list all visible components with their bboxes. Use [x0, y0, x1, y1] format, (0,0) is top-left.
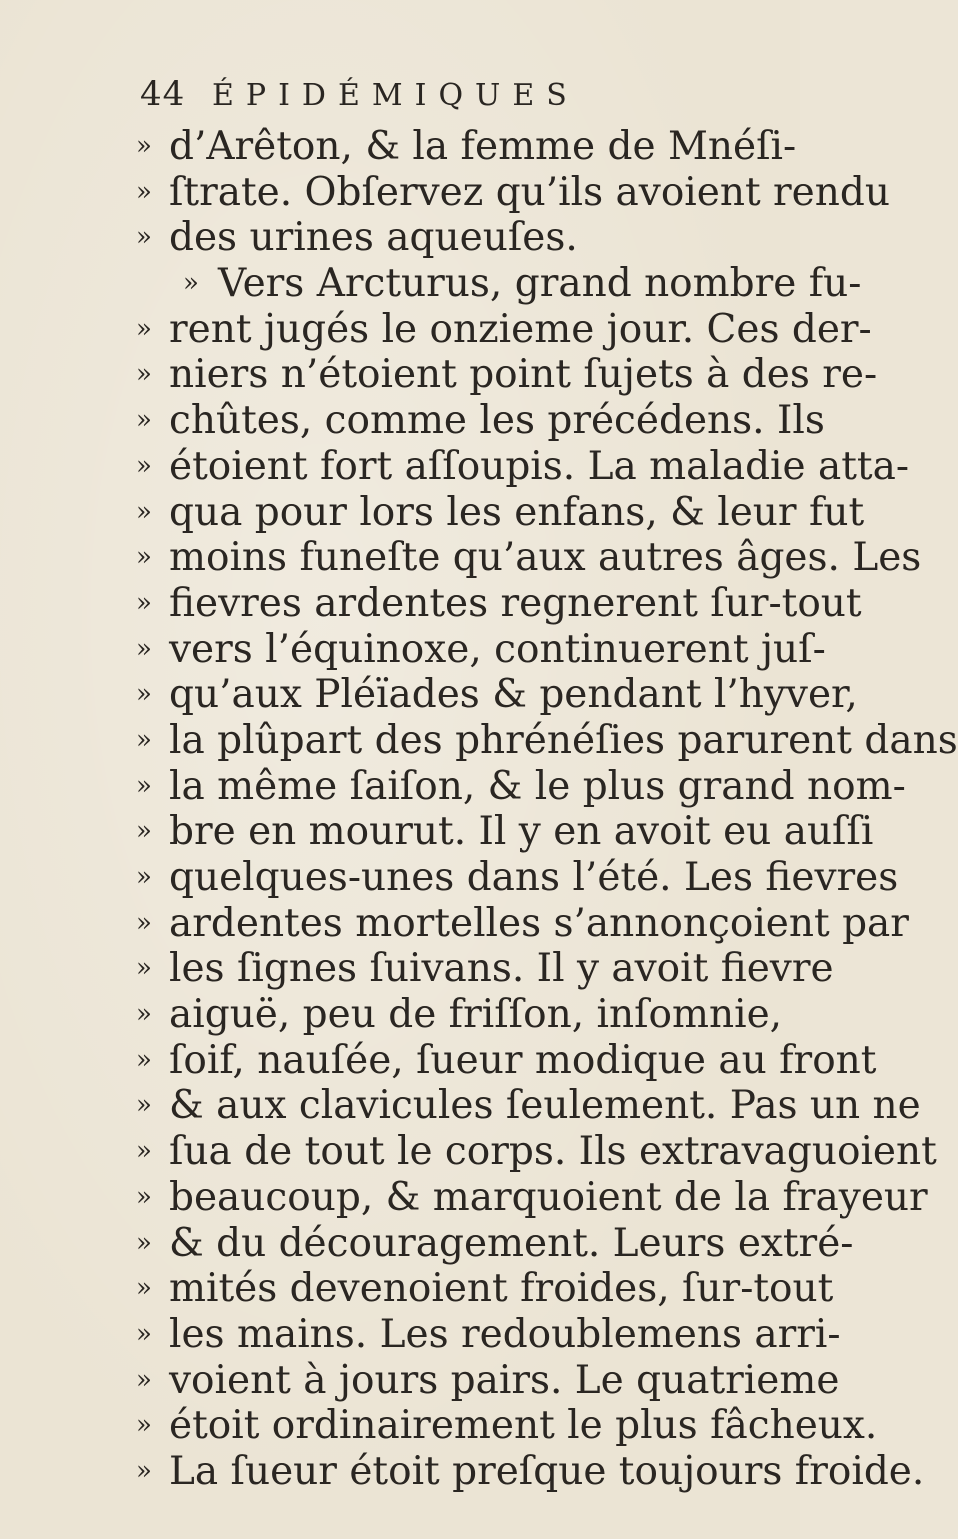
- line-text: aiguë, peu de friſſon, inſomnie,: [169, 992, 783, 1038]
- quote-mark: »: [136, 222, 152, 253]
- quote-mark: »: [136, 1044, 152, 1075]
- line-text: la plûpart des phrénéſies parurent dans: [169, 717, 958, 763]
- text-line: [136, 398, 825, 444]
- text-line: [136, 900, 909, 947]
- line-text: & du découragement. Leurs extré-: [169, 1220, 854, 1266]
- quote-mark: »: [136, 633, 152, 664]
- text-line: [136, 1220, 854, 1267]
- line-text: la même ſaiſon, & le plus grand nom-: [169, 763, 906, 809]
- text-line: [136, 124, 797, 170]
- text-line: [136, 1083, 921, 1129]
- text-line: [136, 535, 922, 581]
- quote-mark: »: [136, 450, 152, 481]
- line-text: vers l’équinoxe, continuerent juſ-: [169, 626, 826, 672]
- text-block: [136, 124, 958, 1495]
- text-line: [136, 1129, 937, 1175]
- line-text: niers n’étoient point ſujets à des re-: [169, 352, 878, 398]
- text-line: [136, 1357, 840, 1404]
- line-text: ſtrate. Obſervez qu’ils avoient rendu: [169, 169, 890, 215]
- line-text: voient à jours pairs. Le quatrieme: [169, 1357, 840, 1403]
- line-text: les ſignes ſuivans. Il y avoit fievre: [169, 946, 834, 992]
- line-text: moins funeſte qu’aux autres âges. Les: [169, 535, 922, 581]
- quote-mark: »: [136, 724, 152, 755]
- line-text: & aux clavicules ſeulement. Pas un ne: [169, 1083, 921, 1129]
- quote-mark: »: [136, 1273, 152, 1304]
- text-line: [136, 489, 865, 536]
- text-line: [136, 580, 862, 627]
- line-text: qua pour lors les enfans, & leur fut: [169, 489, 865, 535]
- quote-mark: »: [136, 1136, 152, 1167]
- line-text: étoient fort aſſoupis. La maladie atta-: [169, 443, 910, 489]
- quote-mark: »: [136, 1227, 152, 1258]
- quote-mark: »: [136, 953, 152, 984]
- text-line: [136, 855, 899, 901]
- page-number: 44: [140, 74, 186, 114]
- line-text: ſua de tout le corps. Ils extravaguoient: [169, 1129, 937, 1175]
- quote-mark: »: [136, 862, 152, 892]
- quote-mark: »: [136, 131, 152, 161]
- text-line: [136, 261, 862, 307]
- line-text: ſoif, nauſée, ſueur modique au front: [169, 1037, 877, 1083]
- quote-mark: »: [136, 1410, 152, 1441]
- quote-mark: »: [136, 816, 152, 847]
- quote-mark: »: [136, 359, 152, 390]
- text-line: [136, 763, 906, 810]
- text-line: [136, 443, 910, 490]
- quote-mark: »: [136, 1318, 152, 1349]
- line-text: ardentes mortelles s’annonçoient par: [169, 900, 909, 946]
- text-line: [136, 946, 834, 992]
- quote-mark: »: [136, 770, 152, 801]
- quote-mark: »: [136, 999, 152, 1030]
- quote-mark: »: [136, 542, 152, 573]
- text-line: [136, 1448, 925, 1495]
- text-line: [136, 215, 776, 261]
- line-text: beaucoup, & marquoient de la frayeur: [169, 1174, 928, 1220]
- text-line: [136, 809, 874, 855]
- text-line: [136, 1174, 928, 1221]
- line-text: d’Arêton, & la femme de Mnéſi-: [169, 124, 797, 169]
- line-text: qu’aux Pléïades & pendant l’hyver,: [169, 672, 858, 718]
- text-line: [136, 1266, 834, 1312]
- quote-mark: »: [136, 1455, 152, 1486]
- quote-mark: »: [136, 176, 152, 207]
- text-line: [136, 672, 858, 718]
- quote-mark: »: [136, 587, 152, 618]
- line-text: mités devenoient froides, ſur-tout: [169, 1266, 834, 1312]
- text-line: [136, 992, 783, 1038]
- quote-mark: »: [136, 679, 152, 710]
- line-text: les mains. Les redoublemens arri-: [169, 1311, 841, 1357]
- line-text: Vers Arcturus, grand nombre fu-: [218, 261, 862, 307]
- text-line: [136, 352, 878, 398]
- quote-mark: »: [136, 1181, 152, 1212]
- text-line: [136, 717, 958, 764]
- line-text: quelques-unes dans l’été. Les fievres: [169, 855, 899, 900]
- text-line: [136, 626, 826, 673]
- line-text: fievres ardentes regnerent ſur-tout: [169, 580, 862, 626]
- line-text: rent jugés le onzieme jour. Ces der-: [169, 306, 872, 352]
- quote-mark: »: [136, 1364, 152, 1395]
- text-line: [136, 1311, 841, 1358]
- quote-mark: »: [136, 1090, 152, 1121]
- text-line: [136, 306, 872, 353]
- quote-mark: »: [136, 496, 152, 527]
- line-text: des urines aqueuſes.: [169, 215, 578, 261]
- line-text: chûtes, comme les précédens. Ils: [169, 398, 825, 444]
- line-text: bre en mourut. Il y en avoit eu auſſi: [169, 809, 874, 855]
- quote-mark: »: [136, 405, 152, 436]
- running-head: ÉPIDÉMIQUES: [212, 78, 579, 113]
- line-text: étoit ordinairement le plus fâcheux.: [169, 1403, 878, 1449]
- line-text: La ſueur étoit preſque toujours froide.: [169, 1448, 925, 1494]
- text-line: [136, 1037, 877, 1084]
- quote-mark: »: [183, 268, 199, 299]
- quote-mark: »: [136, 313, 152, 344]
- text-line: [136, 1403, 878, 1449]
- quote-mark: »: [136, 907, 152, 938]
- text-line: [136, 169, 890, 216]
